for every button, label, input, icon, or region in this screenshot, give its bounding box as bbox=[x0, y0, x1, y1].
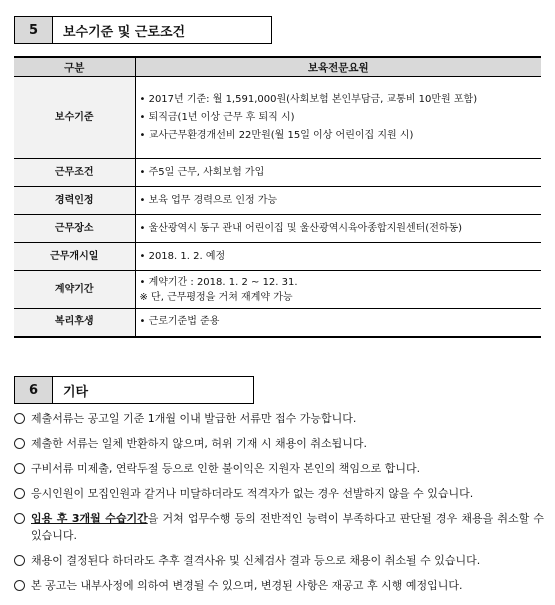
row-line: • 울산광역시 동구 관내 어린이집 및 울산광역시육아종합지원센터(전하동) bbox=[139, 222, 463, 234]
row-label: 계약기간 bbox=[14, 271, 135, 309]
note-text: 제출서류는 공고일 기준 1개월 이내 발급한 서류만 접수 가능합니다. bbox=[31, 412, 357, 425]
row-value bbox=[135, 309, 541, 337]
note-text: 채용이 결정된다 하더라도 추후 결격사유 및 신체검사 결과 등으로 채용이 취소될 수 있습니다. bbox=[31, 554, 481, 567]
row-line: • 2018. 1. 2. 예정 bbox=[139, 250, 226, 262]
row-line: • 주5일 근무, 사회보험 가입 bbox=[139, 166, 265, 178]
section-number: 6 bbox=[14, 376, 52, 404]
row-value bbox=[135, 159, 541, 187]
row-label: 근무장소 bbox=[14, 215, 135, 243]
section-5-header bbox=[14, 16, 272, 44]
header-category: 구분 bbox=[14, 57, 135, 77]
row-line: ※ 단, 근무평정을 거쳐 재계약 가능 bbox=[139, 291, 293, 303]
table-row bbox=[14, 243, 541, 271]
section-title: 보수기준 및 근로조건 bbox=[52, 16, 272, 44]
row-line: • 계약기간 : 2018. 1. 2 ~ 12. 31. bbox=[139, 276, 298, 288]
conditions-table bbox=[14, 56, 541, 338]
row-label: 근무개시일 bbox=[14, 243, 135, 271]
row-value bbox=[135, 187, 541, 215]
circle-bullet-icon bbox=[14, 463, 25, 474]
circle-bullet-icon bbox=[14, 555, 25, 566]
row-label: 근무조건 bbox=[14, 159, 135, 187]
note-emphasis: 임용 후 3개월 수습기간 bbox=[31, 512, 148, 525]
circle-bullet-icon bbox=[14, 513, 25, 524]
list-item bbox=[14, 410, 544, 427]
circle-bullet-icon bbox=[14, 438, 25, 449]
circle-bullet-icon bbox=[14, 488, 25, 499]
note-text: 을 거쳐 업무수행 등의 전반적인 능력이 부족하다고 판단될 경우 채용을 취소할 수 있습니다. bbox=[31, 512, 544, 542]
note-text: 제출한 서류는 일체 반환하지 않으며, 허위 기재 시 채용이 취소됩니다. bbox=[31, 437, 367, 450]
table-row bbox=[14, 309, 541, 337]
table-row bbox=[14, 77, 541, 159]
table-header-row bbox=[14, 57, 541, 77]
row-label: 경력인정 bbox=[14, 187, 135, 215]
row-line: • 보육 업무 경력으로 인정 가능 bbox=[139, 194, 278, 206]
list-item bbox=[14, 485, 544, 502]
list-item bbox=[14, 577, 544, 594]
circle-bullet-icon bbox=[14, 580, 25, 591]
row-value bbox=[135, 77, 541, 159]
notes-list bbox=[14, 410, 544, 602]
row-line: • 교사근무환경개선비 22만원(월 15일 이상 어린이집 지원 시) bbox=[139, 129, 414, 141]
row-value bbox=[135, 243, 541, 271]
header-position: 보육전문요원 bbox=[135, 57, 541, 77]
section-number: 5 bbox=[14, 16, 52, 44]
list-item bbox=[14, 435, 544, 452]
table-row bbox=[14, 215, 541, 243]
note-text: 응시인원이 모집인원과 같거나 미달하더라도 적격자가 없는 경우 선발하지 않을 수 있습니다. bbox=[31, 487, 474, 500]
row-label: 보수기준 bbox=[14, 77, 135, 159]
row-value bbox=[135, 215, 541, 243]
row-line: • 퇴직금(1년 이상 근무 후 퇴직 시) bbox=[139, 111, 295, 123]
note-text: 본 공고는 내부사정에 의하여 변경될 수 있으며, 변경된 사항은 재공고 후 시행 예정입니다. bbox=[31, 579, 463, 592]
note-text: 구비서류 미제출, 연락두절 등으로 인한 불이익은 지원자 본인의 책임으로 합니다. bbox=[31, 462, 421, 475]
row-value bbox=[135, 271, 541, 309]
table-row bbox=[14, 187, 541, 215]
list-item bbox=[14, 552, 544, 569]
row-line: • 근로기준법 준용 bbox=[139, 316, 220, 328]
list-item bbox=[14, 460, 544, 477]
table-row bbox=[14, 159, 541, 187]
list-item bbox=[14, 510, 544, 544]
table-row bbox=[14, 271, 541, 309]
section-6-header bbox=[14, 376, 254, 404]
section-title: 기타 bbox=[52, 376, 254, 404]
row-label: 복리후생 bbox=[14, 309, 135, 337]
circle-bullet-icon bbox=[14, 413, 25, 424]
row-line: • 2017년 기준: 월 1,591,000원(사회보험 본인부담금, 교통비 10만원 포함) bbox=[139, 93, 478, 105]
